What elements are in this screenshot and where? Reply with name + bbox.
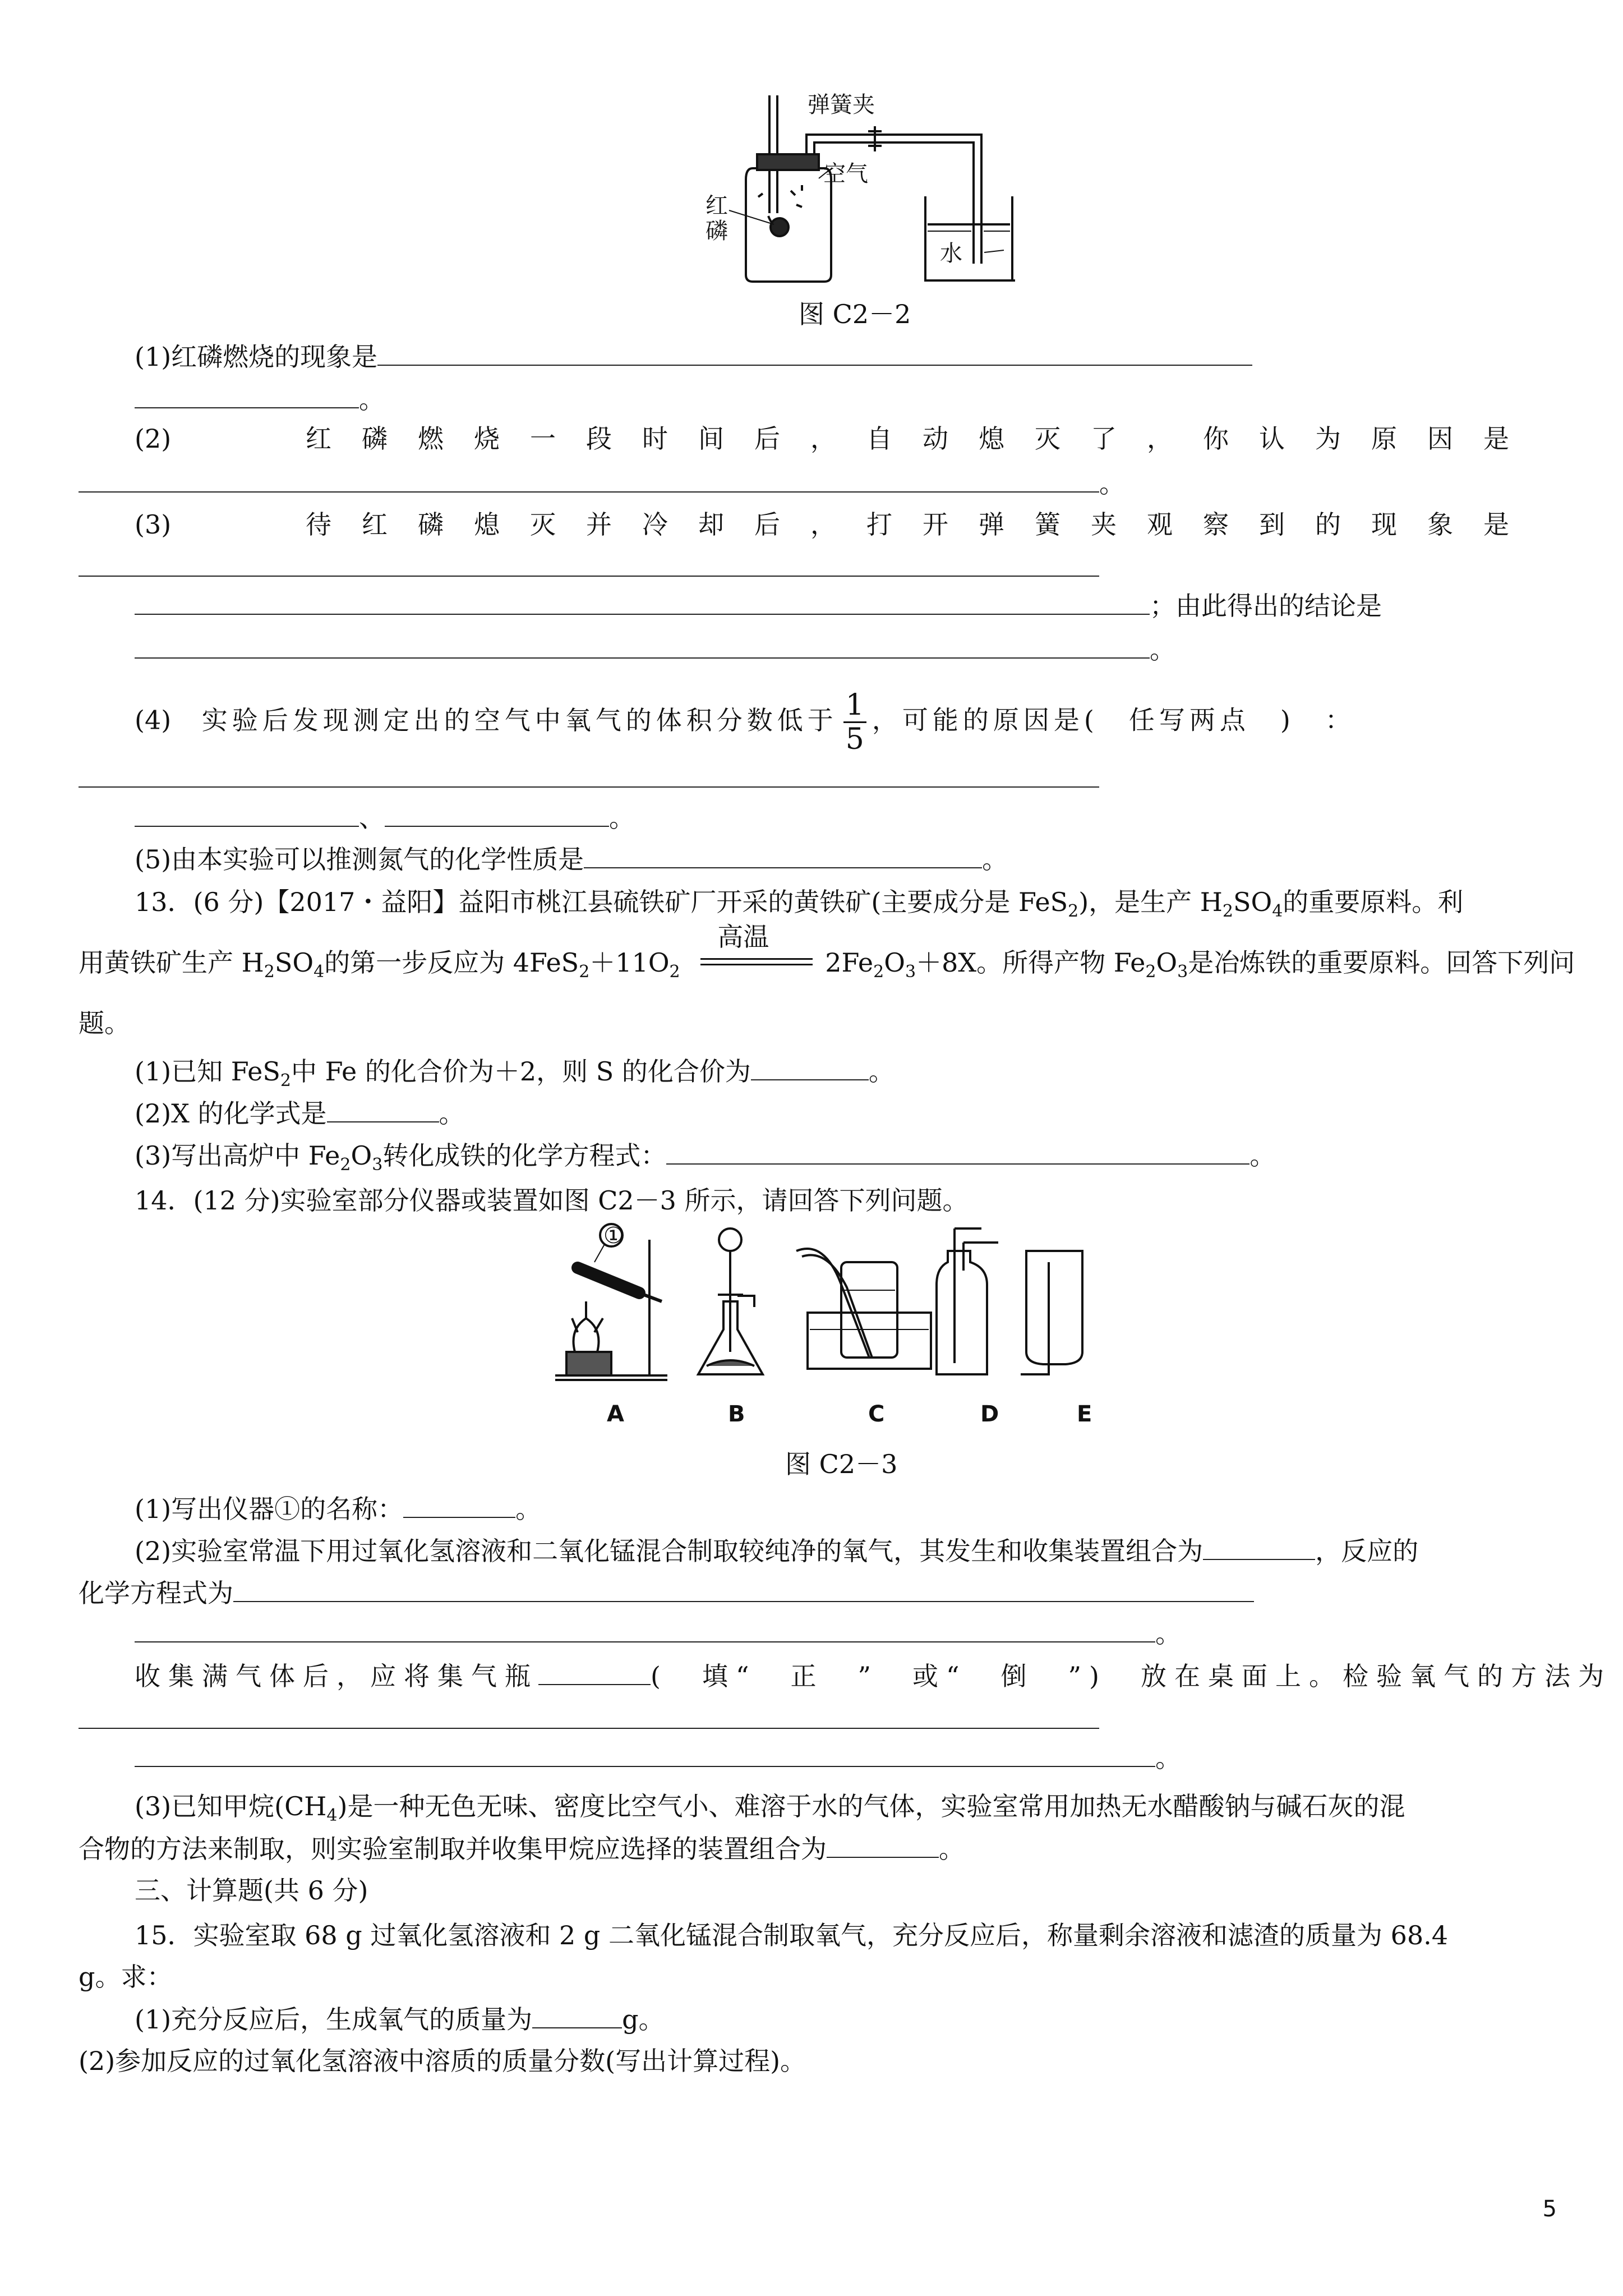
q13-part1-blank[interactable] (751, 1055, 869, 1080)
q14-part2-collect: 收集满气体后，应将集气瓶 ( 填“ 正 ” 或“ 倒 ”) 放在桌面上。检验氧气的方法为 (135, 1659, 1612, 1693)
q14-stem: 14．(12 分)实验室部分仪器或装置如图 C2－3 所示，请回答下列问题。 (135, 1185, 969, 1216)
q13-stem-line2: 用黄铁矿生产 $H_2SO_4$的第一步反应为 $4FeS_2+11O_2$ 高温 $2Fe_2O_3+8X$。所得产物 $Fe_2O_3$是冶炼铁的重要原料。回答下列问 (79, 922, 1575, 982)
label-c: C (868, 1401, 885, 1427)
q12-part4-blank-b[interactable] (135, 801, 359, 827)
air-label: 空气 (823, 161, 868, 187)
q15-part1-blank[interactable] (532, 2003, 622, 2028)
q14-part1-blank[interactable] (403, 1492, 515, 1518)
label-b: B (728, 1401, 745, 1427)
q14-part3-cont: 合物的方法来制取，则实验室制取并收集甲烷应选择的装置组合为 。 (79, 1832, 965, 1866)
figure-c2-3 (555, 1217, 1150, 1386)
q15-part1: (1)充分反应后，生成氧气的质量为 g。 (135, 2003, 665, 2036)
q14-part3-blank[interactable] (827, 1832, 939, 1858)
q12-part3: (3) 待红磷熄灭并冷却后，打开弹簧夹观察到的现象是 (135, 509, 1539, 540)
circle-one-label: ① (603, 1223, 624, 1249)
q12-part5: (5)由本实验可以推测氮气的化学性质是 。 (135, 843, 1008, 876)
q14-part2-blank-a[interactable] (1203, 1534, 1315, 1560)
clip-label: 弹簧夹 (808, 92, 875, 118)
q12-part2-blank[interactable] (79, 467, 1099, 493)
q12-part4-blank-c[interactable] (385, 801, 609, 827)
q14-part2-eq: 化学方程式为 (79, 1576, 1254, 1610)
q12-part3-blank-a[interactable] (79, 576, 1099, 577)
q12-part2: (2) 红磷燃烧一段时间后，自动熄灭了，你认为原因是 (135, 424, 1539, 454)
q15-stem-line1: 15．实验室取 68 g 过氧化氢溶液和 2 g 二氧化锰混合制取氧气，充分反应后，称量剩余溶液和滤渣的质量为 68.4 (135, 1920, 1449, 1950)
q14-part2-blank-f[interactable] (135, 1741, 1155, 1767)
page-number: 5 (1542, 2196, 1557, 2222)
q15-part2: (2)参加反应的过氧化氢溶液中溶质的质量分数(写出计算过程)。 (79, 2046, 806, 2076)
q12-part4: (4) 实验后发现测定出的空气中氧气的体积分数低于 $\frac{1}{5}$ ，可能的原因是( 任写两点 ) ： (135, 688, 1355, 756)
q14-part3: (3)已知甲烷$(CH_4)$是一种无色无味、密度比空气小、难溶于水的气体，实验室常用加热无水醋酸钠与碱石灰的混 (135, 1791, 1405, 1826)
phosphorus-label-1: 红 (706, 193, 728, 219)
q12-part1-blank-b[interactable] (135, 383, 359, 408)
q12-part4-blank-a[interactable] (79, 786, 1099, 788)
q14-part2-blank-e[interactable] (79, 1728, 1099, 1729)
q14-part2-blank-d[interactable] (538, 1659, 651, 1685)
reaction-condition: 高温 (700, 954, 813, 976)
q14-part2-blank-b[interactable] (233, 1576, 1254, 1602)
phosphorus-label-2: 磷 (706, 218, 728, 244)
q13-stem-line1: 13．(6 分)【2017・益阳】益阳市桃江县硫铁矿厂开采的黄铁矿(主要成分是 FeS$_2$)，是生产 $H_2SO_4$的重要原料。利 (135, 887, 1464, 922)
q12-part3-blank-c[interactable] (135, 633, 1150, 659)
water-label: 水 (940, 241, 962, 266)
q14-part2: (2)实验室常温下用过氧化氢溶液和二氧化锰混合制取较纯净的氧气，其发生和收集装置组合为 ，反应的 (135, 1534, 1418, 1568)
q14-part2-blank-c[interactable] (135, 1617, 1155, 1642)
q12-part1-cont: 。 (135, 383, 385, 416)
q14-part1: (1)写出仪器①的名称： 。 (135, 1492, 541, 1526)
q12-part1: (1)红磷燃烧的现象是 (135, 340, 1252, 374)
q14-part2-eq-cont: 。 (135, 1617, 1181, 1650)
q13-part2: (2)X 的化学式是 。 (135, 1097, 465, 1130)
q14-part2-collect-cont: 。 (135, 1741, 1181, 1775)
label-a: A (607, 1401, 624, 1427)
q13-part3-blank[interactable] (666, 1139, 1249, 1165)
label-d: D (980, 1401, 999, 1427)
q12-part1-blank-a[interactable] (377, 340, 1252, 366)
q15-stem-line2: g。求： (79, 1962, 173, 1992)
section-3-heading: 三、计算题(共 6 分) (135, 1875, 368, 1906)
label-e: E (1077, 1401, 1092, 1427)
figure-c2-2-caption: 图 C2－2 (799, 299, 911, 329)
q13-part2-blank[interactable] (327, 1097, 439, 1122)
q12-part3-cont: ；由此得出的结论是 (135, 589, 1382, 623)
q12-part5-blank[interactable] (584, 843, 982, 868)
figure-c2-3-caption: 图 C2－3 (785, 1449, 898, 1479)
q12-part4-cont: 、 。 (135, 801, 635, 835)
q12-part3-blank-b[interactable] (135, 589, 1150, 615)
q13-part3: (3)写出高炉中 $Fe_2O_3$转化成铁的化学方程式： 。 (135, 1139, 1275, 1172)
one-fifth-fraction: $\frac{1}{5}$ (843, 689, 866, 756)
q13-stem-line3: 题。 (79, 1008, 130, 1038)
q12-part3-end: 。 (135, 633, 1175, 666)
q13-part1: (1)已知 FeS$_2$中 Fe 的化合价为＋2，则 S 的化合价为 。 (135, 1055, 895, 1088)
q12-part2-cont: 。 (79, 467, 1125, 500)
